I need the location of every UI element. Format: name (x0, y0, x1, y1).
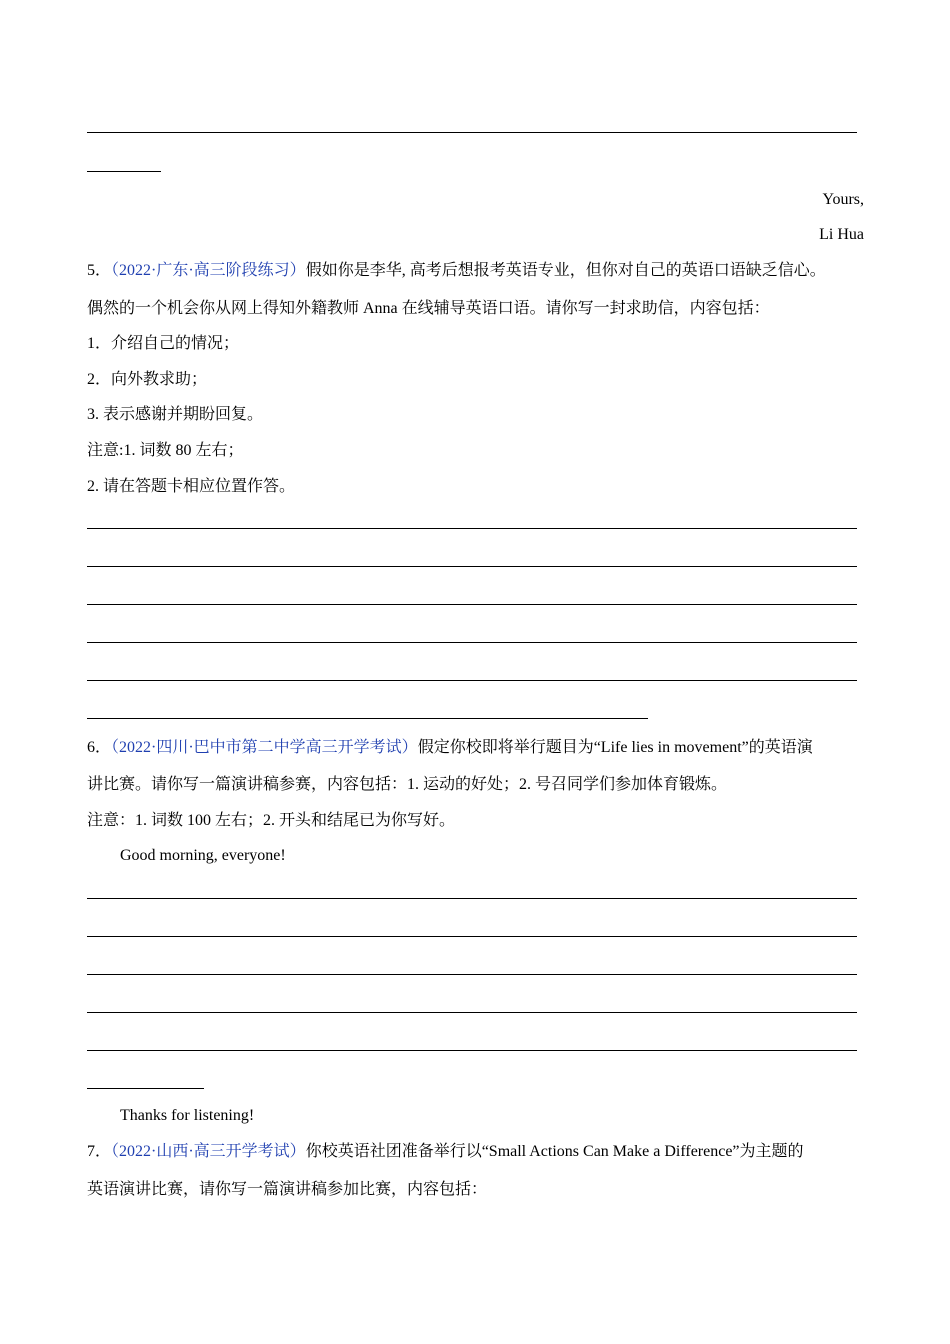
question-5-item-3: 3. 表示感谢并期盼回复。 (87, 406, 264, 423)
letter-signature: Li Hua (819, 226, 864, 243)
question-text: 你校英语社团准备举行以“Small Actions Can Make a Difference”为主题的 (305, 1143, 804, 1160)
question-5-note-2: 2. 请在答题卡相应位置作答。 (87, 478, 296, 495)
question-number: 7． (87, 1143, 112, 1160)
answer-line (87, 974, 857, 975)
question-5-item-1: 1．介绍自己的情况； (87, 335, 240, 352)
answer-line (87, 642, 857, 643)
question-number: 6． (87, 739, 112, 756)
answer-line (87, 1050, 857, 1051)
question-6-line-2: 讲比赛。请你写一篇演讲稿参赛，内容包括：1. 运动的好处；2. 号召同学们参加体育锻炼。 (87, 776, 728, 793)
answer-line-short (87, 171, 161, 172)
answer-line (87, 566, 857, 567)
question-7-line-1 (87, 1142, 804, 1162)
question-5-line-2: 偶然的一个机会你从网上得知外籍教师 Anna 在线辅导英语口语。请你写一封求助信，内容包括： (87, 300, 770, 317)
question-5-line-1 (87, 261, 826, 281)
question-6-note: 注意：1. 词数 100 左右；2. 开头和结尾已为你写好。 (87, 812, 456, 829)
answer-line (87, 680, 857, 681)
letter-closing: Yours, (822, 191, 864, 208)
answer-line (87, 898, 857, 899)
answer-line (87, 528, 857, 529)
question-7-line-2: 英语演讲比赛，请你写一篇演讲稿参加比赛，内容包括： (87, 1181, 488, 1198)
answer-line (87, 1012, 857, 1013)
answer-line (87, 604, 857, 605)
speech-opening: Good morning, everyone! (120, 847, 286, 864)
question-6-line-1 (87, 738, 813, 758)
question-source: （2022·山西·高三开学考试） (111, 1143, 306, 1160)
answer-line (87, 132, 857, 133)
answer-line (87, 936, 857, 937)
question-5-note-1: 注意:1. 词数 80 左右； (87, 442, 244, 459)
question-source: （2022·广东·高三阶段练习） (111, 262, 306, 279)
question-text: 假定你校即将举行题目为“Life lies in movement”的英语演 (417, 739, 813, 756)
question-source: （2022·四川·巴中市第二中学高三开学考试） (111, 739, 418, 756)
speech-closing: Thanks for listening! (120, 1107, 255, 1124)
answer-line-short (87, 718, 648, 719)
question-5-item-2: 2．向外教求助； (87, 371, 208, 388)
question-text: 假如你是李华, 高考后想报考英语专业，但你对自己的英语口语缺乏信心。 (305, 262, 826, 279)
question-number: 5． (87, 262, 112, 279)
answer-line-short (87, 1088, 204, 1089)
